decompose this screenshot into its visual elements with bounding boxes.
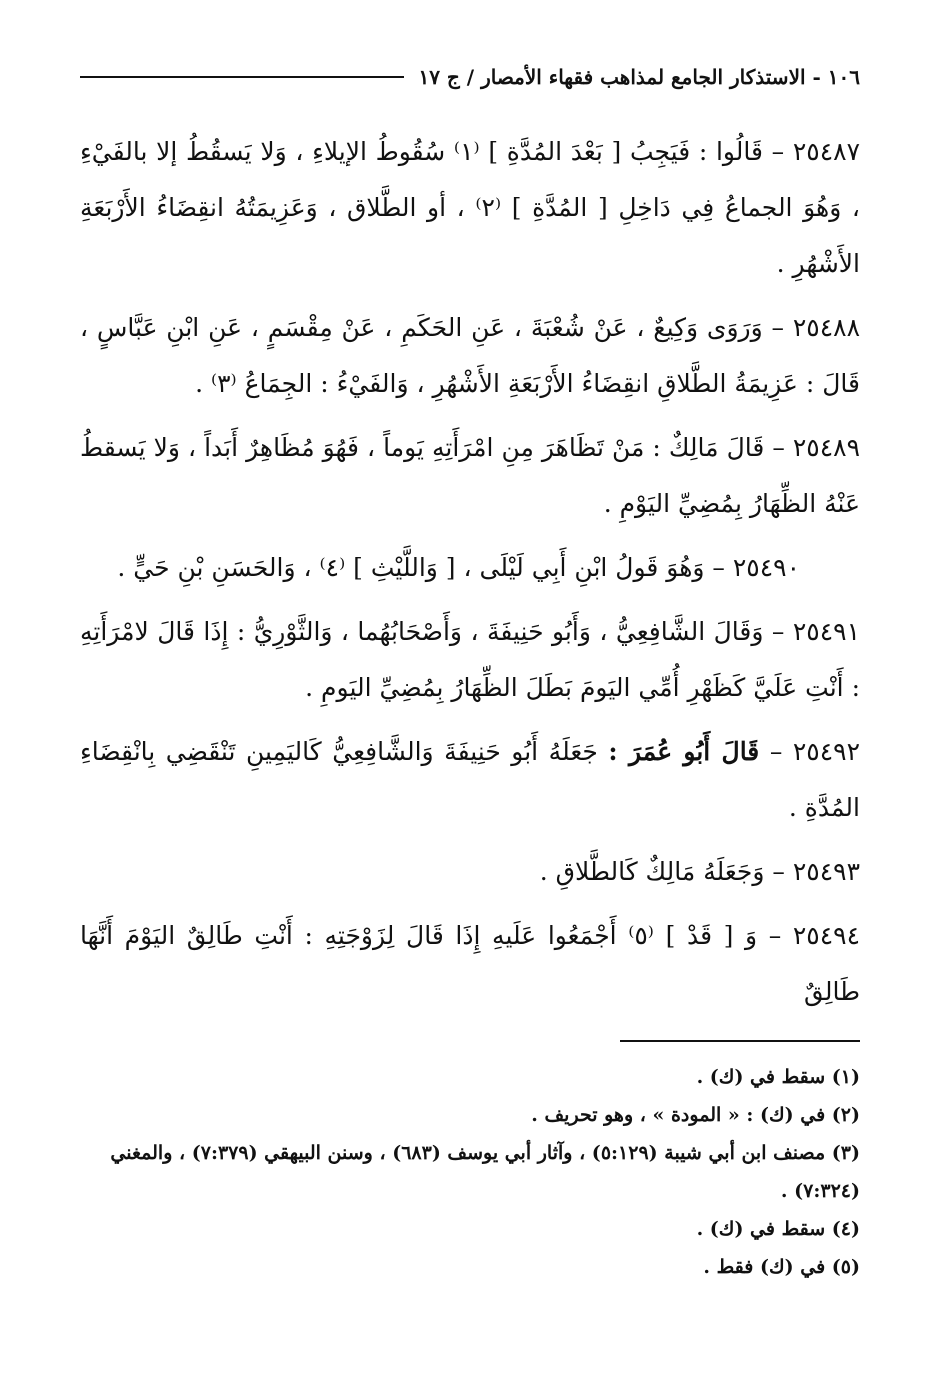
footnote-2: (٢) في (ك) : « المودة » ، وهو تحريف . [531,1104,860,1126]
paragraph-number: ٢٥٤٨٧ [792,137,860,166]
main-text [80,124,860,1028]
running-header [80,60,860,94]
paragraph-text: – قَالُوا : فَيَجِبُ [ بَعْدَ المُدَّةِ ] ⁽١⁾ سُقُوطُ الإيلاءِ ، وَلا يَسقُطُ إلا بالفَيْءِ ، وَهُوَ الجماعُ فِي دَاخِلِ [ المُدَّةِ ] ⁽٢⁾ ، أو الطَّلاق ، وَعَزِيمَتُهُ انقِضَاءُ الأَرْبَعَةِ الأَشْهُرِ . [80,137,860,278]
paragraph-number: ٢٥٤٩٣ [792,857,860,886]
paragraph-text: – وَرَوَى وَكِيعٌ ، عَنْ شُعْبَةَ ، عَنِ الحَكَمِ ، عَنْ مِقْسَمٍ ، عَنِ ابْنِ عَبَّاسٍ ، قَالَ : عَزِيمَةُ الطَّلاقِ انقِضَاءُ الأَرْبَعَةِ الأَشْهُرِ ، وَالفَيْءُ : الجِمَاعُ ⁽٣⁾ . [80,313,860,398]
footnote-separator [620,1040,860,1042]
paragraph-number: ٢٥٤٩٤ [792,921,860,950]
footnote-3: (٣) مصنف ابن أبي شيبة (٥:١٢٩) ، وآثار أبي يوسف (٦٨٣) ، وسنن البيهقي (٧:٣٧٩) ، والمغني (٧:٣٢٤) . [110,1142,860,1202]
paragraph-text: – وَ [ قَدْ ] ⁽٥⁾ أَجْمَعُوا عَلَيهِ إِذَا قَالَ لِزَوْجَتِهِ : أَنْتِ طَالِقٌ اليَوْمَ أَنَّهَا طَالِقٌ [80,921,860,1006]
footnote-4: (٤) سقط في (ك) . [696,1218,860,1240]
paragraph-text: جَعَلَهُ أَبُو حَنِيفَةَ وَالشَّافِعِيُّ كَاليَمِينِ تَنْقَضِي بِانْقِضَاءِ المُدَّةِ . [80,737,860,822]
paragraph-25489 [80,420,860,532]
paragraph-text: – وَجَعَلَهُ مَالِكٌ كَالطَّلاقِ . [539,857,785,886]
paragraph-text: – قَالَ مَالِكٌ : مَنْ تَظَاهَرَ مِنِ امْرَأَتِهِ يَوماً ، فَهُوَ مُظَاهِرٌ أَبَداً ، وَلا يَسقطُ عَنْهُ الظِّهَارُ بِمُضِيِّ اليَوْمِ . [80,433,860,518]
footnote-1: (١) سقط في (ك) . [696,1066,860,1088]
header-rule [80,76,404,78]
paragraph-25490 [80,540,860,596]
paragraph-25494 [80,908,860,1020]
paragraph-25492 [80,724,860,836]
paragraph-number: ٢٥٤٩١ [792,617,860,646]
paragraph-25493 [80,844,860,900]
running-header-text: ١٠٦ - الاستذكار الجامع لمذاهب فقهاء الأمصار / ج ١٧ [418,65,860,89]
footnote-5: (٥) في (ك) فقط . [703,1256,860,1278]
paragraph-number: ٢٥٤٨٩ [792,433,860,462]
paragraph-number: ٢٥٤٨٨ [792,313,860,342]
paragraph-number: ٢٥٤٩٢ [792,737,860,766]
paragraph-25487 [80,124,860,292]
dash: – [769,737,783,766]
paragraph-lead: قَالَ أَبُو عُمَرَ : [608,737,760,766]
paragraph-25491 [80,604,860,716]
paragraph-number: ٢٥٤٩٠ [732,553,800,582]
paragraph-25488 [80,300,860,412]
paragraph-text: – وَهُوَ قَولُ ابْنِ أَبِي لَيْلَى ، [ وَاللَّيْثِ ] ⁽٤⁾ ، وَالحَسَنِ بْنِ حَيٍّ . [117,553,725,582]
footnotes [80,1058,860,1286]
paragraph-text: – وَقَالَ الشَّافِعِيُّ ، وَأَبُو حَنِيفَةَ ، وَأَصْحَابُهُما ، وَالثَّوْرِيُّ : إِذَا قَالَ لامْرَأَتِهِ : أَنْتِ عَلَيَّ كَظَهْرِ أُمِّي اليَومَ بَطَلَ الظِّهَارُ بِمُضِيِّ اليَومِ . [80,617,860,702]
